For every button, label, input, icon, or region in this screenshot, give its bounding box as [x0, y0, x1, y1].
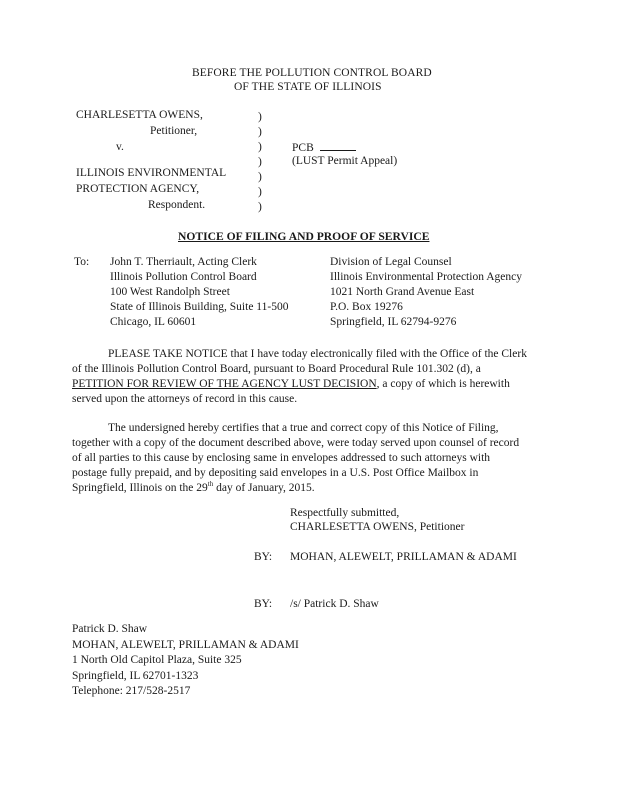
attorney-city: Springfield, IL 62701-1323 [72, 669, 199, 682]
caption-paren: ) [258, 126, 262, 138]
court-name: BEFORE THE POLLUTION CONTROL BOARD [192, 67, 432, 79]
date-superscript: th [207, 480, 214, 489]
caption-paren: ) [258, 111, 262, 123]
certification-text-b: day of January, 2015. [213, 482, 315, 494]
certification-paragraph [72, 421, 527, 496]
firm-name: MOHAN, ALEWELT, PRILLAMAN & ADAMI [290, 551, 517, 563]
recipient-right-line: P.O. Box 19276 [330, 300, 403, 313]
petition-title: PETITION FOR REVIEW OF THE AGENCY LUST DECISION [72, 378, 377, 390]
respondent-name-line2: PROTECTION AGENCY, [76, 183, 200, 195]
by-label-signature: BY: [254, 598, 273, 610]
certification-text-a: The undersigned hereby certifies that a true and correct copy of this Notice of Filing, together with a copy of the document described above, were today served upon counsel of record of all parties to this cause by enclosing same in envelopes addressed to such attorneys with postage fully prepaid, and by depositing said envelopes in a U.S. Post Office Mailbox in Springfield, Illinois on the 29 [72, 422, 520, 494]
case-type: (LUST Permit Appeal) [292, 155, 398, 167]
attorney-firm: MOHAN, ALEWELT, PRILLAMAN & ADAMI [72, 638, 299, 651]
recipient-right-line: Illinois Environmental Protection Agency [330, 270, 522, 283]
by-label-firm: BY: [254, 551, 273, 563]
submitter: CHARLESETTA OWENS, Petitioner [290, 521, 465, 533]
respondent-role: Respondent. [148, 199, 206, 211]
court-state: OF THE STATE OF ILLINOIS [234, 81, 382, 93]
caption-paren: ) [258, 141, 262, 153]
attorney-block [72, 622, 299, 700]
recipient-left-line: John T. Therriault, Acting Clerk [110, 256, 257, 268]
recipient-right-line: 1021 North Grand Avenue East [330, 285, 475, 298]
recipient-left-line: State of Illinois Building, Suite 11-500 [110, 300, 289, 313]
versus-label: v. [116, 141, 124, 153]
electronic-signature: /s/ Patrick D. Shaw [290, 598, 379, 610]
petitioner-name: CHARLESETTA OWENS, [76, 109, 203, 121]
document-title: NOTICE OF FILING AND PROOF OF SERVICE [178, 230, 430, 243]
caption-paren: ) [258, 156, 262, 168]
recipient-right-line: Springfield, IL 62794-9276 [330, 315, 457, 328]
attorney-name: Patrick D. Shaw [72, 623, 148, 635]
petitioner-role: Petitioner, [150, 125, 198, 137]
recipient-right-line: Division of Legal Counsel [330, 256, 452, 268]
notice-text-a: that I have today electronically filed with the Office of the Clerk of the Illinois Pollution Control Board, pursuant to Board Procedural Rule 101.302 (d), a [72, 348, 527, 375]
caption-paren: ) [258, 171, 262, 183]
notice-paragraph [72, 347, 527, 407]
recipient-left [110, 255, 288, 330]
caption-paren: ) [258, 186, 262, 198]
caption-paren: ) [258, 201, 262, 213]
attorney-phone: Telephone: 217/528-2517 [72, 685, 191, 697]
attorney-address: 1 North Old Capitol Plaza, Suite 325 [72, 654, 242, 666]
recipient-right [330, 255, 522, 330]
respondent-name-line1: ILLINOIS ENVIRONMENTAL [76, 167, 227, 179]
case-number-blank [320, 140, 356, 151]
recipient-left-line: Chicago, IL 60601 [110, 315, 197, 328]
notice-text-b: , a copy of which is herewith served upon the attorneys of record in this cause. [72, 378, 510, 405]
case-number-label: PCB [292, 142, 314, 154]
closing: Respectfully submitted, [290, 507, 400, 519]
to-label: To: [74, 256, 90, 268]
recipient-left-line: 100 West Randolph Street [110, 285, 230, 298]
notice-lead: PLEASE TAKE NOTICE [108, 348, 228, 360]
recipient-left-line: Illinois Pollution Control Board [110, 270, 257, 283]
